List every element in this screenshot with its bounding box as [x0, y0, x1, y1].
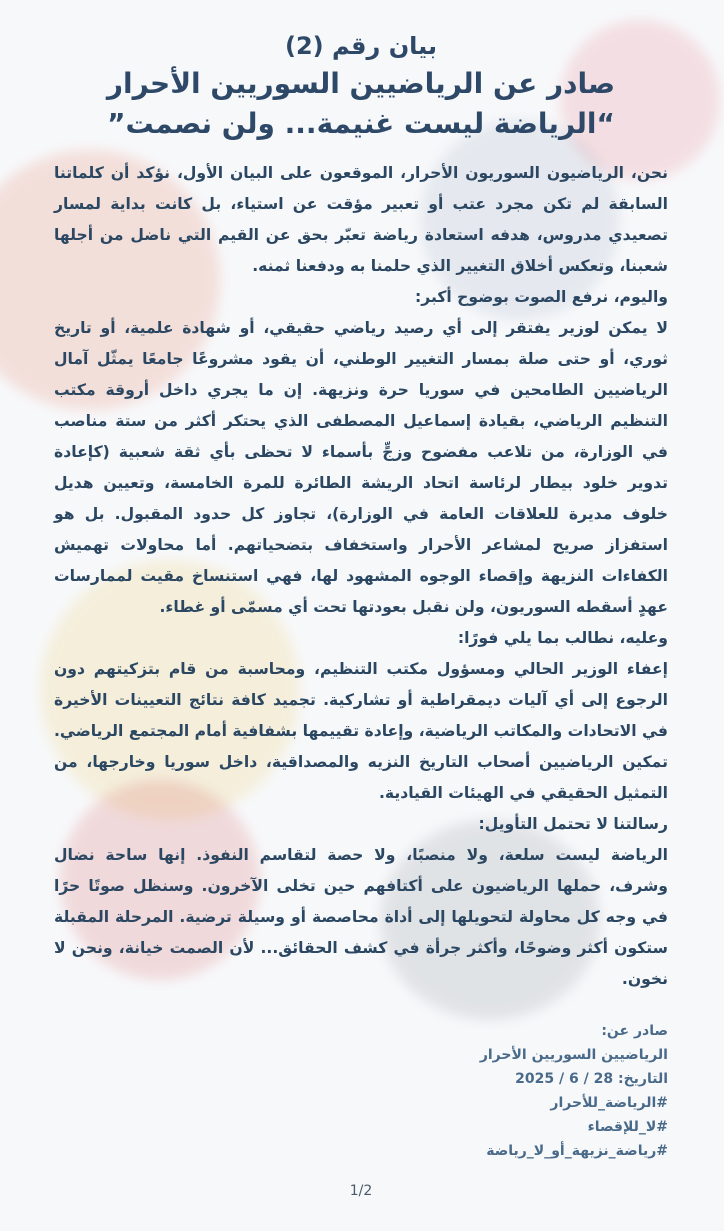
issued-by-label: صادر عن: [601, 1023, 668, 1039]
paragraph-intro: نحن، الرياضيون السوريون الأحرار، الموقعون على البيان الأول، نؤكد أن كلماتنا السابقة لم تكن مجرد عتب أو تعبير مؤقت عن استياء، بل كانت بداية لمسار تصعيدي مدروس، هدفه استعادة رياضة تعبّر بحق عن القيم التي ناضل من أجلها شعبنا، وتعكس أخلاق التغيير الذي حلمنا به ودفعنا ثمنه. [54, 164, 668, 275]
statement-date: التاريخ: 28 / 6 / 2025 [515, 1071, 668, 1087]
statement-number: بيان رقم (2) [284, 32, 437, 60]
page-number: 1/2 [349, 1183, 373, 1199]
paragraph-demands: إعفاء الوزير الحالي ومسؤول مكتب التنظيم، ومحاسبة من قام بتزكيتهم دون الرجوع إلى أي آليات ديمقراطية أو تشاركية. تجميد كافة نتائج التعيينات الأخيرة في الاتحادات والمكاتب الرياضية، وإعادة تقييمها بشفافية أمام المجتمع الرياضي. تمكين الرياضيين أصحاب التاريخ النزيه والمصداقية، داخل سوريا وخارجها، من التمثيل الحقيقي في الهيئات القيادية. [54, 660, 668, 802]
paragraph-heading: وعليه، نطالب بما يلي فورًا: [457, 629, 668, 647]
hashtag: #رياضة_نزيهة_أو_لا_رياضة [486, 1143, 668, 1159]
statement-footer [54, 1019, 668, 1163]
paragraph-heading: واليوم، نرفع الصوت بوضوح أكبر: [415, 288, 668, 306]
statement-slogan: “الرياضة ليست غنيمة... ولن نصمت” [107, 107, 615, 140]
hashtag: #الرياضة_للأحرار [550, 1095, 668, 1111]
paragraph-heading: رسالتنا لا تحتمل التأويل: [478, 815, 668, 833]
hashtag: #لا_للإقصاء [587, 1119, 668, 1135]
statement-body [54, 158, 668, 995]
issuer-title: صادر عن الرياضيين السوريين الأحرار [106, 67, 616, 100]
issuer-name: الرياضيين السوريين الأحرار [479, 1047, 668, 1063]
paragraph-message: الرياضة ليست سلعة، ولا منصبًا، ولا حصة لتقاسم النفوذ. إنها ساحة نضال وشرف، حملها الرياضيون على أكتافهم حين تخلى الآخرون. وسنظل صوتًا حرًا في وجه كل محاولة لتحويلها إلى أداة محاصصة أو وسيلة ترضية. المرحلة المقبلة ستكون أكثر وضوحًا، وأكثر جرأة في كشف الحقائق... لأن الصمت خيانة، ونحن لا نخون. [54, 846, 668, 988]
statement-header [54, 28, 668, 144]
paragraph-critique: لا يمكن لوزير يفتقر إلى أي رصيد رياضي حقيقي، أو شهادة علمية، أو تاريخ ثوري، أو حتى صلة بمسار التغيير الوطني، أن يقود مشروعًا جامعًا يمثّل آمال الرياضيين الطامحين في سوريا حرة ونزيهة. إن ما يجري داخل أروقة مكتب التنظيم الرياضي، بقيادة إسماعيل المصطفى الذي يحتكر أكثر من ستة مناصب في الوزارة، من تلاعب مفضوح وزجٍّ بأسماء لا تحظى بأي ثقة شعبية (كإعادة تدوير خلود بيطار لرئاسة اتحاد الريشة الطائرة للمرة الخامسة، وتعيين هديل خلوف مديرة للعلاقات العامة في الوزارة)، تجاوز كل حدود المقبول. بل هو استفزاز صريح لمشاعر الأحرار واستخفاف بتضحياتهم. أما محاولات تهميش الكفاءات النزيهة وإقصاء الوجوه المشهود لها، فهي استنساخ مقيت لممارسات عهدٍ أسقطه السوريون، ولن نقبل بعودتها تحت أي مسمّى أو غطاء. [54, 319, 668, 616]
